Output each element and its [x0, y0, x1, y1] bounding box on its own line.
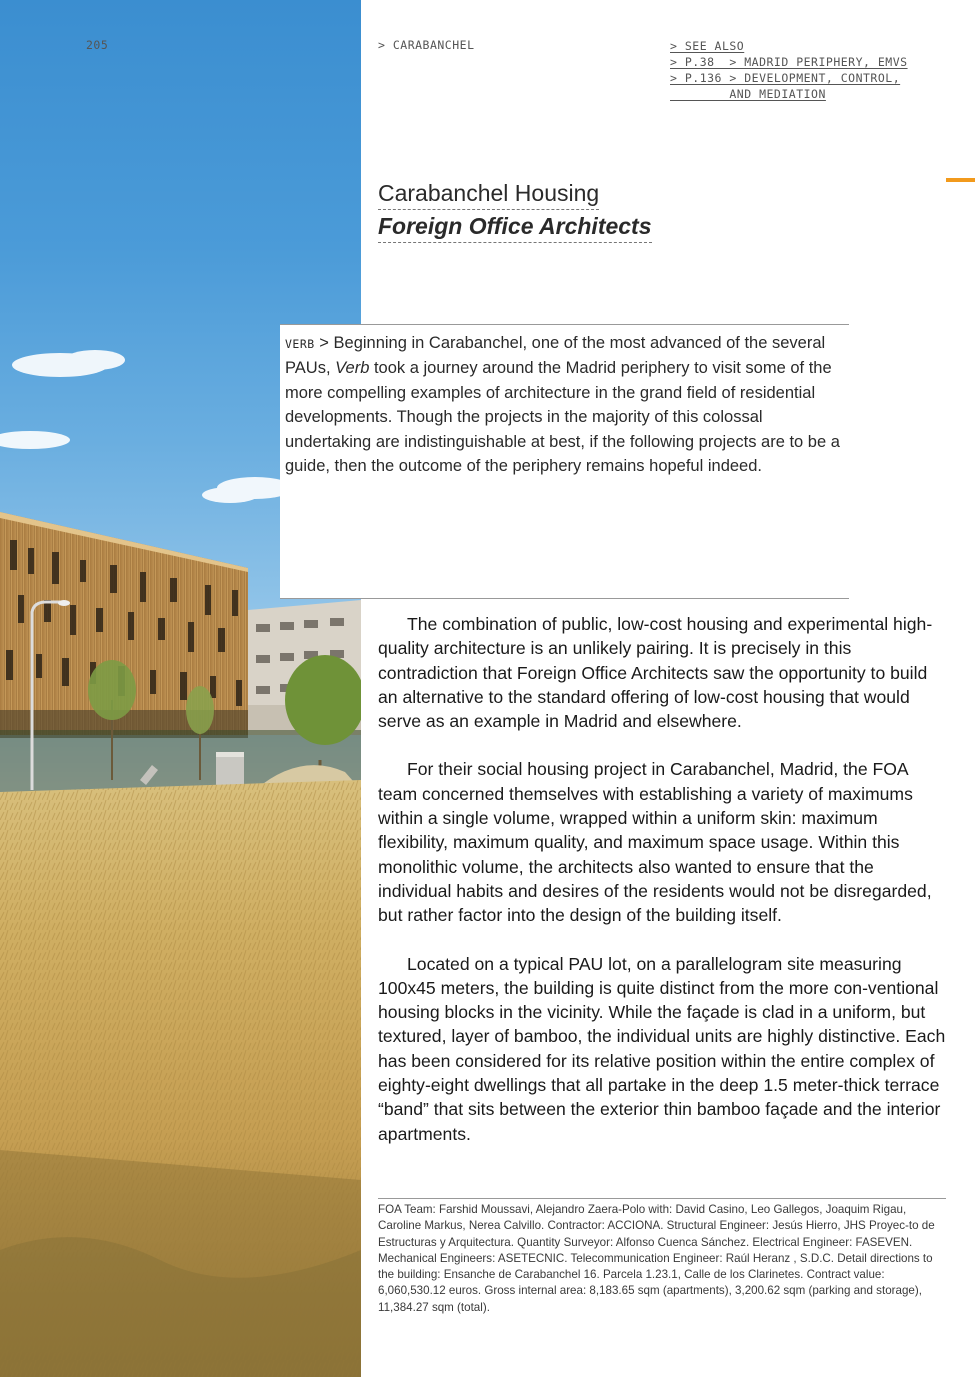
- clouds: [0, 350, 293, 503]
- see-also-label: > SEE ALSO: [670, 39, 745, 53]
- article-subtitle: Foreign Office Architects: [378, 213, 652, 243]
- project-credits: FOA Team: Farshid Moussavi, Alejandro Zaera-Polo with: David Casino, Leo Gallegos, Joaquim Rigau, Caroline Markus, Nerea Calvillo. Contractor: ACCIONA. Structural Engineer: Jesús Hierro, JHS Proyec-to de Estructuras y Arquitectura. Quantity Surveyor: Alfonso Cuenca Sánchez. Electrical Engineer: FASEVEN. Mechanical Engineers: ASETECNIC. Telecommunication Engineer: Raúl Heranz , S.D.C. Detail directions to the building: Ensanche de Carabanchel 16. Parcela 1.23.1, Calle de los Clarinetes. Contract value: 6,060,530.12 euros. Gross internal area: 8,183.65 sqm (apartments), 3,200.62 sqm (parking and storage), 11,384.27 sqm (total).: [378, 1203, 935, 1314]
- see-also-link-madrid-periphery[interactable]: > P.38 > MADRID PERIPHERY, EMVS: [670, 55, 908, 69]
- see-also-link-development[interactable]: > P.136 > DEVELOPMENT, CONTROL,: [670, 71, 901, 85]
- building-photo: [0, 0, 361, 1377]
- intro-text-b: took a journey around the Madrid periphery to visit some of the more compelling examples of architecture in the grand field of residential developments. Though the projects in the majority of this colossal undertaking are indistinguishable at best, if the following projects are to be a guide, then the outcome of the periphery remains hopeful indeed.: [285, 359, 840, 476]
- intro-bottom-rule: [280, 598, 849, 599]
- intro-text-a: Beginning in Carabanchel, one of the most advanced of the several PAUs,: [285, 334, 826, 378]
- see-also-link-development-cont[interactable]: AND MEDIATION: [670, 87, 826, 101]
- body-paragraph-1: The combination of public, low-cost housing and experimental high-quality architecture is an unlikely pairing. It is precisely in this contradiction that Foreign Office Architects saw the opportunity to build an alternative to the standard offering of low-cost housing that would serve as an example in Madrid and elsewhere.: [378, 614, 933, 732]
- intro-paragraph: [285, 331, 840, 478]
- page-number: 205: [86, 38, 109, 52]
- article-body: [378, 612, 950, 1170]
- photo-scene: [0, 0, 361, 1377]
- orange-accent-tab: [946, 178, 975, 182]
- verb-arrow: >: [314, 334, 334, 352]
- intro-top-rule: [280, 324, 849, 325]
- article-title: Carabanchel Housing: [378, 180, 599, 210]
- body-paragraph-2: For their social housing project in Carabanchel, Madrid, the FOA team concerned themselves with establishing a variety of maximums within a single volume, wrapped within a uniform skin: maximum flexibility, maximum quality, and maximum space usage. Within this monolithic volume, the architects also wanted to ensure that the individual habits and desires of the residents would not be disregarded, but rather factor into the design of the building itself.: [378, 759, 932, 926]
- article-heading: [378, 180, 652, 243]
- see-also-block: [670, 38, 908, 102]
- credits-rule: [378, 1198, 946, 1199]
- dry-grass-field: [0, 780, 361, 1377]
- verb-tag: VERB: [285, 337, 315, 351]
- intro-text-italic: Verb: [335, 359, 370, 378]
- breadcrumb: > CARABANCHEL: [378, 38, 475, 52]
- body-paragraph-3: Located on a typical PAU lot, on a parallelogram site measuring 100x45 meters, the building is quite distinct from the more con-ventional housing blocks in the vicinity. While the façade is clad in a uniform, but textured, layer of bamboo, the individual units are highly distinctive. Each has been considered for its relative position within the entire complex of eighty-eight dwellings that all partake in the deep 1.5 meter-thick terrace “band” that sits between the exterior thin bamboo façade and the interior apartments.: [378, 953, 946, 1144]
